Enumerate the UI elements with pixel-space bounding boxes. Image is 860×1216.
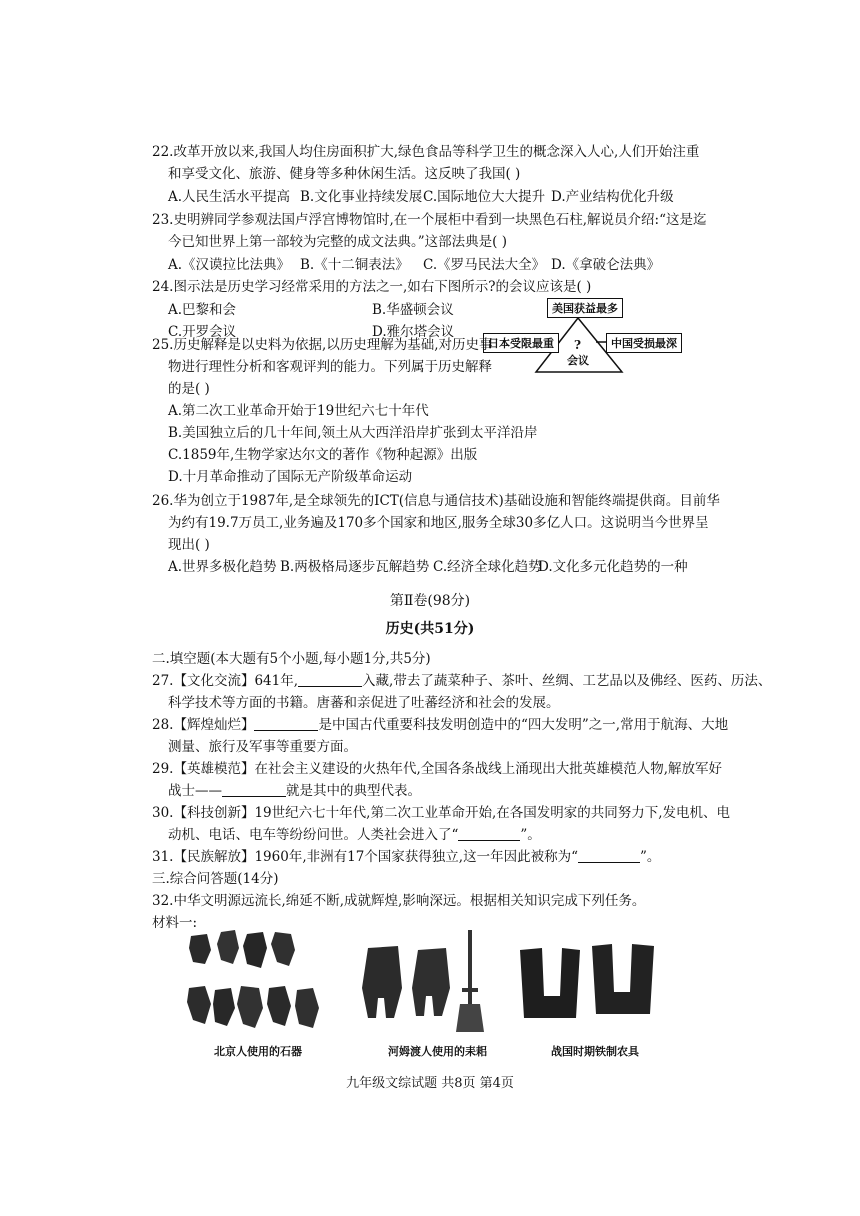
page-footer: 九年级文综试题 共8页 第4页 xyxy=(346,1076,514,1091)
q23-option-c: C.《罗马民法大全》 xyxy=(423,257,546,273)
material-label: 材料一: xyxy=(152,915,198,931)
q30-line1: 30.【科技创新】19世纪六七十年代,第二次工业革命开始,在各国发明家的共同努力下,发电机、电 xyxy=(152,805,731,821)
fill-heading: 二.填空题(本大题有5个小题,每小题1分,共5分) xyxy=(152,651,431,667)
q25-option-d: D.十月革命推动了国际无产阶级革命运动 xyxy=(168,469,413,485)
leisi-crossbar xyxy=(462,988,478,992)
stone-tool-2 xyxy=(217,930,239,964)
q27-suffix: 入藏,带去了蔬菜种子、茶叶、丝绸、工艺品以及佛经、医药、历法、 xyxy=(362,673,772,689)
caption-leisi: 河姆渡人使用的耒耜 xyxy=(388,1045,487,1058)
stone-tool-9 xyxy=(295,988,319,1028)
q25-stem-line1: 25.历史解释是以史料为依据,以历史理解为基础,对历史事 xyxy=(152,337,493,353)
leisi-head xyxy=(456,1004,484,1032)
caption-iron-tools: 战国时期铁制农具 xyxy=(551,1045,639,1058)
q25-stem-line2: 物进行理性分析和客观评判的能力。下列属于历史解释 xyxy=(168,359,492,375)
q22-option-a: A.人民生活水平提高 xyxy=(168,189,291,205)
stone-tool-1 xyxy=(189,934,211,964)
q23-option-a: A.《汉谟拉比法典》 xyxy=(168,257,291,273)
q27-blank[interactable] xyxy=(298,672,362,687)
q26-option-d: D.文化多元化趋势的一种 xyxy=(538,559,688,575)
history-title: 历史(共51分) xyxy=(385,621,475,637)
q22-stem-line1: 22.改革开放以来,我国人均住房面积扩大,绿色食品等科学卫生的概念深入人心,人们开始注重 xyxy=(152,144,700,160)
q25-option-b: B.美国独立后的几十年间,领土从大西洋沿岸扩张到太平洋沿岸 xyxy=(168,425,538,441)
leisi-blade-2 xyxy=(412,948,450,1016)
stone-tool-3 xyxy=(243,932,267,968)
q30-suffix: ”。 xyxy=(520,827,541,843)
q28-prefix: 28.【辉煌灿烂】 xyxy=(152,717,255,733)
q28-line1 xyxy=(152,716,728,734)
iron-tool-1 xyxy=(520,948,580,1018)
q27-prefix: 27.【文化交流】641年, xyxy=(152,673,299,689)
q25-stem-line3: 的是( ) xyxy=(168,381,210,397)
caption-stone-tools: 北京人使用的石器 xyxy=(214,1045,302,1058)
iron-tool-2 xyxy=(592,944,654,1014)
q26-option-c: C.经济全球化趋势 xyxy=(433,559,542,575)
q26-stem-line1: 26.华为创立于1987年,是全球领先的ICT(信息与通信技术)基础设施和智能终端提供商。目前华 xyxy=(152,493,720,509)
q27-line1 xyxy=(152,672,771,690)
q24-stem: 24.图示法是历史学习经常采用的方法之一,如右下图所示?的会议应该是( ) xyxy=(152,279,592,295)
q25-option-c: C.1859年,生物学家达尔文的著作《物种起源》出版 xyxy=(168,447,478,463)
q29-line2 xyxy=(168,782,421,800)
diagram-top-box: 美国获益最多 xyxy=(547,298,623,318)
leisi-handle xyxy=(468,930,472,1004)
q32-stem: 32.中华文明源远流长,绵延不断,成就辉煌,影响深远。根据相关知识完成下列任务。 xyxy=(152,893,646,909)
q24-option-d: D.雅尔塔会议 xyxy=(372,324,455,340)
diagram-right-box: 中国受损最深 xyxy=(606,333,682,353)
q24-option-a: A.巴黎和会 xyxy=(168,302,237,318)
diagram-question-mark: ? xyxy=(574,338,582,352)
q23-option-b: B.《十二铜表法》 xyxy=(300,257,409,273)
q25-option-a: A.第二次工业革命开始于19世纪六七十年代 xyxy=(168,403,429,419)
q29-suffix: 就是其中的典型代表。 xyxy=(286,783,421,799)
part2-title: 第Ⅱ卷(98分) xyxy=(389,593,471,609)
stone-tool-4 xyxy=(271,932,295,966)
q29-blank[interactable] xyxy=(222,782,286,797)
q24-option-c: C.开罗会议 xyxy=(168,324,237,340)
q26-stem-line2: 为约有19.7万员工,业务遍及170多个国家和地区,服务全球30多亿人口。这说明当今世界呈 xyxy=(168,515,709,531)
essay-heading: 三.综合问答题(14分) xyxy=(152,871,279,887)
q31-prefix: 31.【民族解放】1960年,非洲有17个国家获得独立,这一年因此被称为“ xyxy=(152,849,578,865)
q26-option-b: B.两极格局逐步瓦解趋势 xyxy=(280,559,430,575)
stone-tool-6 xyxy=(213,988,235,1026)
leisi-blade-1 xyxy=(362,946,402,1018)
diagram-center-label: 会议 xyxy=(567,354,589,367)
q27-line2: 科学技术等方面的书籍。唐蕃和亲促进了吐蕃经济和社会的发展。 xyxy=(168,695,560,711)
q31-suffix: ”。 xyxy=(640,849,661,865)
q22-option-d: D.产业结构优化升级 xyxy=(551,189,674,205)
q30-line2 xyxy=(168,826,541,844)
q28-line2: 测量、旅行及军事等重要方面。 xyxy=(168,739,357,755)
q22-option-c: C.国际地位大大提升 xyxy=(423,189,546,205)
q29-line1: 29.【英雄模范】在社会主义建设的火热年代,全国各条战线上涌现出大批英雄模范人物,解放军好 xyxy=(152,761,723,777)
q29-prefix: 战士—— xyxy=(168,783,222,799)
q22-stem-line2: 和享受文化、旅游、健身等多种休闲生活。这反映了我国( ) xyxy=(168,166,521,182)
q28-suffix: 是中国古代重要科技发明创造中的“四大发明”之一,常用于航海、大地 xyxy=(318,717,729,733)
diagram-left-box: 日本受限最重 xyxy=(483,333,559,353)
q30-prefix: 动机、电话、电车等纷纷问世。人类社会进入了“ xyxy=(168,827,459,843)
stone-tool-7 xyxy=(237,986,263,1028)
q23-option-d: D.《拿破仑法典》 xyxy=(551,257,661,273)
q31-line xyxy=(152,848,660,866)
q30-blank[interactable] xyxy=(458,826,520,841)
q31-blank[interactable] xyxy=(578,848,640,863)
q23-stem-line1: 23.史明辨同学参观法国卢浮宫博物馆时,在一个展柜中看到一块黑色石柱,解说员介绍:“这是迄 xyxy=(152,212,707,228)
stone-tool-5 xyxy=(187,986,211,1024)
q26-stem-line3: 现出( ) xyxy=(168,537,210,553)
q23-stem-line2: 今已知世界上第一部较为完整的成文法典。”这部法典是( ) xyxy=(168,234,507,250)
q24-option-b: B.华盛顿会议 xyxy=(372,302,454,318)
q28-blank[interactable] xyxy=(254,716,318,731)
stone-tools-image xyxy=(185,928,325,1040)
stone-tool-8 xyxy=(267,986,291,1026)
q22-option-b: B.文化事业持续发展 xyxy=(300,189,423,205)
leisi-image xyxy=(358,928,508,1040)
q26-option-a: A.世界多极化趋势 xyxy=(168,559,277,575)
iron-tools-image xyxy=(512,936,662,1036)
